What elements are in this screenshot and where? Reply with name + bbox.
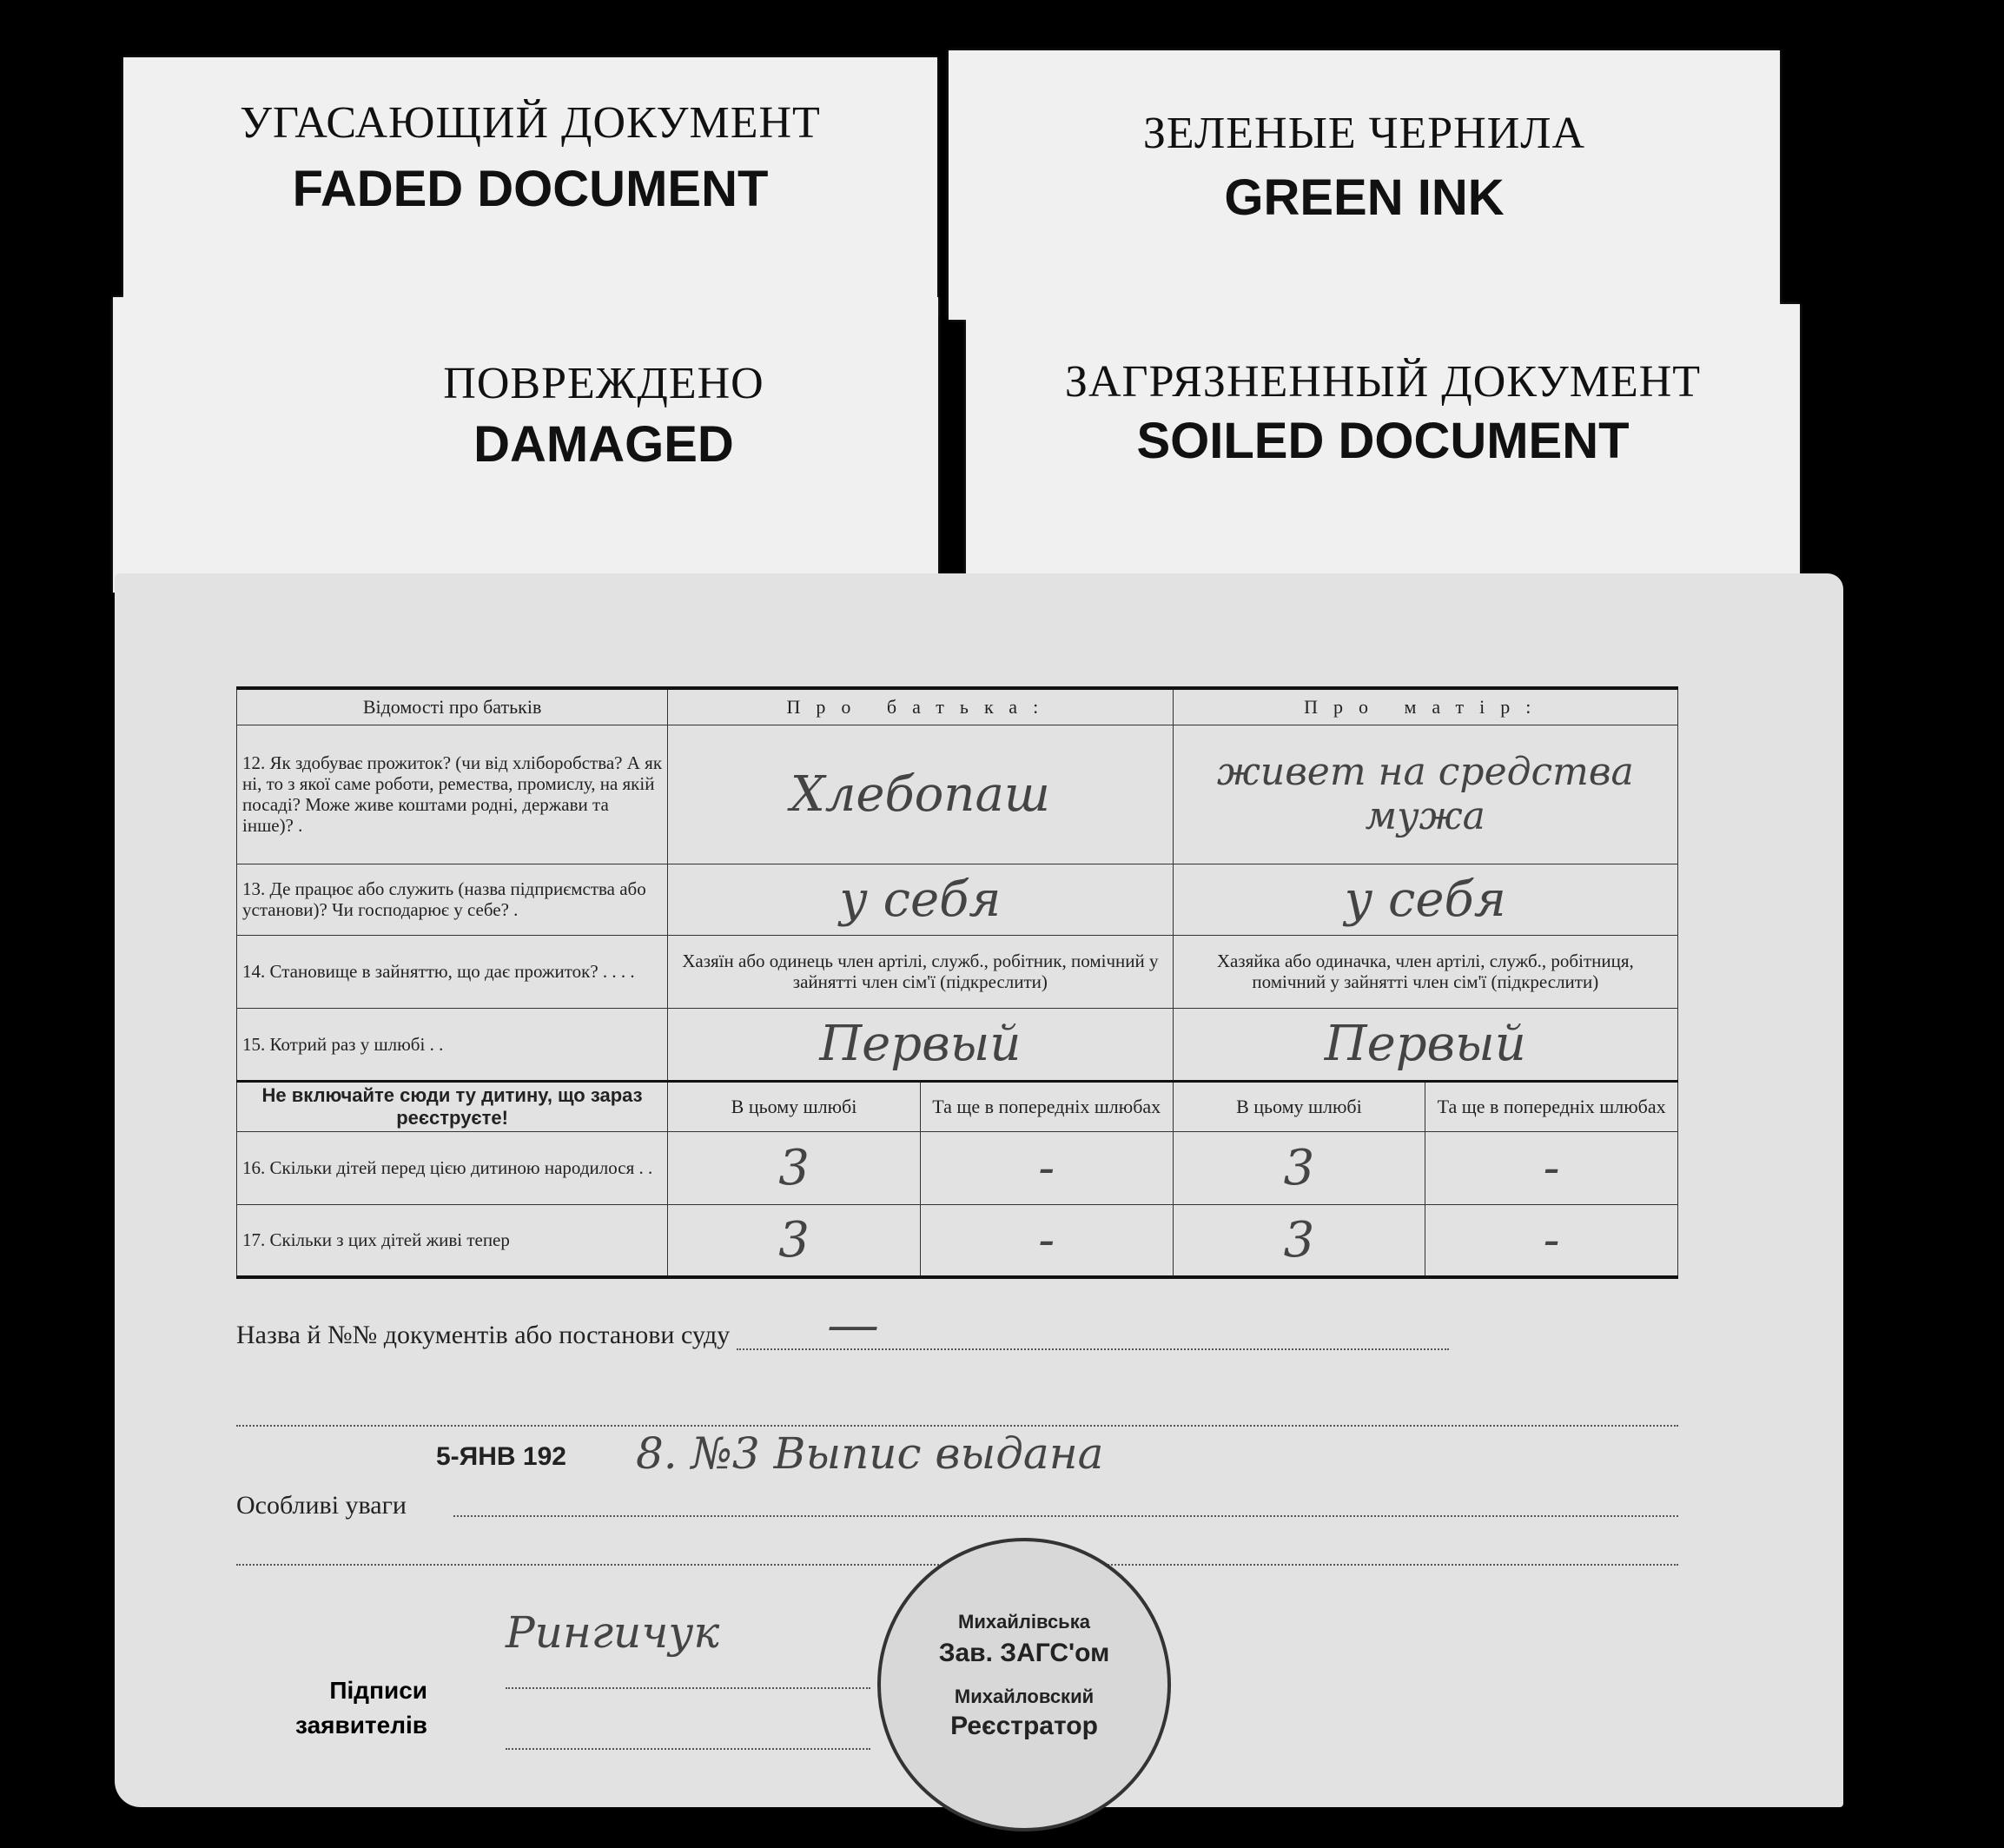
q13-label: 13. Де працює або служить (назва підприємства або установи)? Чи господарює у себе? .: [237, 864, 668, 935]
q13-mother: у себя: [1173, 864, 1677, 935]
q14-mother: Хазяйка або одиначка, член артілі, служб., робітниця, помічний у зайнятті член сім'ї (підкреслити): [1173, 935, 1677, 1008]
father-this-marriage: В цьому шлюбі: [668, 1081, 921, 1131]
q16-f-prev: -: [920, 1131, 1173, 1204]
documents-value: —: [827, 1295, 879, 1355]
signature-dots-1: [506, 1686, 870, 1689]
header-father: Про батька:: [668, 688, 1173, 725]
signatures-label-2: заявителів: [295, 1712, 427, 1739]
table-row: [237, 725, 1678, 864]
q16-f-this: 3: [668, 1131, 921, 1204]
signature-dots-2: [506, 1746, 870, 1750]
q12-label: 12. Як здобуває прожиток? (чи від хліборобства? А як ні, то з якої саме роботи, ремества, промислу, на якій посаді? Може живе коштами родні, держави та інше)? .: [237, 725, 668, 864]
faded-document-label: [123, 57, 937, 318]
q16-m-prev: -: [1425, 1131, 1678, 1204]
children-note: Не включайте сюди ту дитину, що зараз реєструєте!: [237, 1081, 668, 1131]
q17-m-this: 3: [1173, 1204, 1425, 1277]
applicant-signature: Рингичук: [506, 1607, 720, 1658]
table-row: [237, 864, 1678, 935]
office-seal: [877, 1538, 1171, 1831]
table-row: [237, 935, 1678, 1008]
faded-ru: УГАСАЮЩИЙ ДОКУМЕНТ: [240, 98, 821, 148]
q15-mother: Первый: [1173, 1008, 1677, 1081]
table-row: [237, 1131, 1678, 1204]
soiled-document-label: [966, 304, 1800, 591]
damaged-label: [113, 297, 938, 593]
seal-line1: Михайлівська: [958, 1611, 1090, 1633]
remarks-value: 8. №3 Выпис выдана: [636, 1428, 1104, 1479]
mother-this-marriage: В цьому шлюбі: [1173, 1081, 1425, 1131]
remarks-dots: [453, 1514, 1678, 1517]
green-en: GREEN INK: [1224, 169, 1505, 226]
parents-info-table: [236, 686, 1678, 1279]
table-row: [237, 1008, 1678, 1081]
table-row: [237, 1204, 1678, 1277]
q13-father: у себя: [668, 864, 1173, 935]
q12-father: Хлебопаш: [668, 725, 1173, 864]
q15-label: 15. Котрий раз у шлюбі . .: [237, 1008, 668, 1081]
father-prev-marriages: Та ще в попередніх шлюбах: [920, 1081, 1173, 1131]
seal-line4: Реєстратор: [950, 1712, 1098, 1740]
soiled-en: SOILED DOCUMENT: [1136, 413, 1630, 469]
faded-en: FADED DOCUMENT: [292, 161, 769, 217]
form-table-area: [236, 686, 1678, 1279]
documents-line-2: [236, 1399, 1678, 1427]
soiled-ru: ЗАГРЯЗНЕННЫЙ ДОКУМЕНТ: [1064, 357, 1702, 407]
q17-m-prev: -: [1425, 1204, 1678, 1277]
seal-line3: Михайловский: [954, 1686, 1095, 1707]
damaged-en: DAMAGED: [473, 416, 734, 473]
remarks-stamp: 5-ЯНВ 192: [436, 1442, 566, 1471]
q17-f-prev: -: [920, 1204, 1173, 1277]
signatures-block: [288, 1590, 810, 1764]
seal-line2: Зав. ЗАГС'ом: [938, 1639, 1110, 1667]
q17-label: 17. Скільки з цих дітей живі тепер: [237, 1204, 668, 1277]
header-mother: Про матір:: [1173, 688, 1677, 725]
green-ru: ЗЕЛЕНЫЕ ЧЕРНИЛА: [1142, 109, 1586, 158]
mother-prev-marriages: Та ще в попередніх шлюбах: [1425, 1081, 1678, 1131]
table-header-row: [237, 688, 1678, 725]
documents-line: [236, 1295, 1678, 1355]
signatures-label-1: Підписи: [329, 1677, 427, 1704]
q17-f-this: 3: [668, 1204, 921, 1277]
remarks-label: Особливі уваги: [236, 1491, 407, 1520]
damaged-ru: ПОВРЕЖДЕНО: [443, 359, 764, 408]
q12-mother: живет на средства мужа: [1173, 725, 1677, 864]
q16-m-this: 3: [1173, 1131, 1425, 1204]
children-header-row: [237, 1081, 1678, 1131]
header-col1: Відомості про батьків: [237, 688, 668, 725]
q16-label: 16. Скільки дітей перед цією дитиною народилося . .: [237, 1131, 668, 1204]
q14-label: 14. Становище в зайняттю, що дає прожиток? . . . .: [237, 935, 668, 1008]
q14-father: Хазяїн або одинець член артілі, служб., робітник, помічний у зайнятті член сім'ї (підкреслити): [668, 935, 1173, 1008]
q15-father: Первый: [668, 1008, 1173, 1081]
documents-label: Назва й №№ документів або постанови суду: [236, 1321, 731, 1349]
green-ink-label: [949, 50, 1780, 320]
